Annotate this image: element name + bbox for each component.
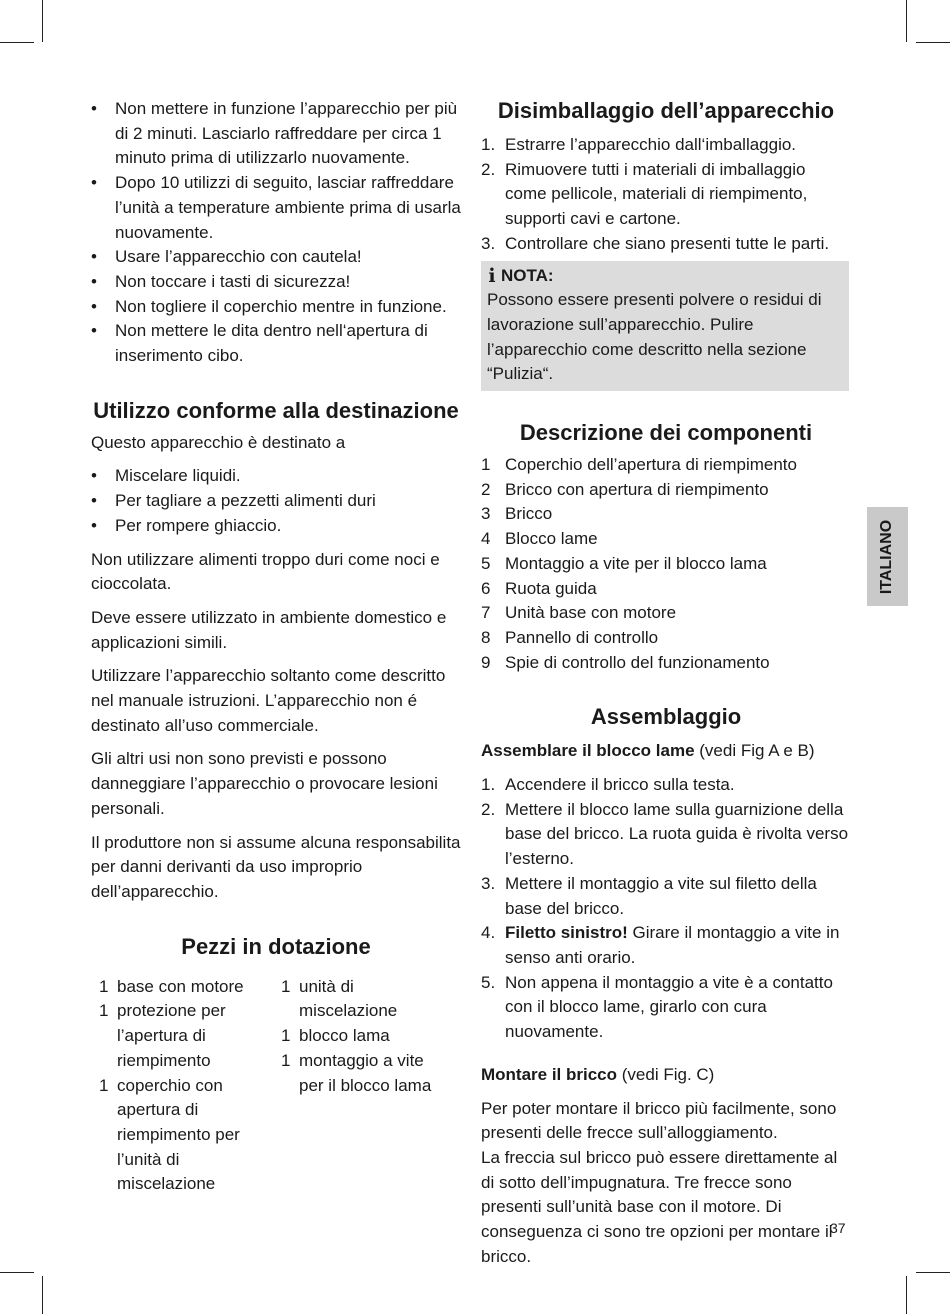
- paragraph: La freccia sul bricco può essere direttamente al di sotto dell’impugnatura. Tre frecce sono presenti sull’unità base con il motore. Di conseguenza ci sono tre opzioni per montare il bricco.: [481, 1147, 838, 1266]
- list-item: 3. Mettere il montaggio a vite sul filetto della base del bricco.: [481, 873, 817, 918]
- unpacking-steps: [481, 133, 851, 257]
- language-side-tab: ITALIANO: [867, 507, 908, 606]
- list-item: 1 base con motore: [99, 976, 244, 996]
- list-item: • Dopo 10 utilizzi di seguito, lasciar raffreddare l’unità a temperature ambiente prima di usarla nuovamente.: [91, 171, 461, 245]
- intended-use-intro: Questo apparecchio è destinato a: [91, 432, 346, 452]
- assembly-subheading-1: Assemblare il blocco lame (vedi Fig A e B): [481, 741, 815, 761]
- crop-mark-bl-v: [42, 1276, 43, 1314]
- list-item: 1 protezione per l’apertura di riempimento: [99, 1001, 226, 1070]
- list-item: 3 Bricco: [481, 504, 553, 524]
- list-item: 2. Mettere il blocco lame sulla guarnizione della base del bricco. La ruota guida è rivolta verso l’esterno.: [481, 799, 849, 869]
- list-item: • Non mettere le dita dentro nell‘apertura di inserimento cibo.: [91, 319, 461, 368]
- list-item: • Per tagliare a pezzetti alimenti duri: [91, 489, 461, 514]
- intended-use-heading: Utilizzo conforme alla destinazione: [93, 397, 459, 423]
- list-item: 4 Blocco lame: [481, 529, 598, 549]
- assembly-steps: [481, 773, 851, 1045]
- crop-mark-tr-v: [906, 0, 907, 42]
- list-item: 1 blocco lama: [281, 1026, 390, 1046]
- list-item: 6 Ruota guida: [481, 578, 597, 598]
- right-column: [481, 97, 851, 1269]
- note-text: Possono essere presenti polvere o residui di lavorazione sull’apparecchio. Pulire l’apparecchio come descritto nella sezione “Pulizia“.: [487, 290, 822, 384]
- crop-mark-br-h: [916, 1272, 950, 1273]
- list-item: • Non toccare i tasti di sicurezza!: [91, 270, 461, 295]
- paragraph: Il produttore non si assume alcuna responsabilita per danni derivanti da uso improprio dell’apparecchio.: [91, 832, 461, 901]
- crop-mark-bl-h: [0, 1272, 34, 1273]
- list-item: • Per rompere ghiaccio.: [91, 514, 461, 539]
- list-item: 4. Filetto sinistro! Girare il montaggio a vite in senso anti orario.: [481, 923, 840, 967]
- list-item: 2. Rimuovere tutti i materiali di imballaggio come pellicole, materiali di riempimento, supporti cavi e cartone.: [481, 159, 808, 229]
- list-item: • Non mettere in funzione l’apparecchio per più di 2 minuti. Lasciarlo raffreddare per circa 1 minuto prima di utilizzarlo nuovamente.: [91, 97, 461, 171]
- list-item: 1. Estrarre l’apparecchio dall‘imballaggio.: [481, 135, 797, 154]
- list-item: 1 coperchio con apertura di riempimento per l’unità di miscelazione: [99, 1075, 240, 1194]
- supplied-parts-list: [99, 975, 461, 1197]
- crop-mark-tr-h: [916, 42, 950, 43]
- components-list: [481, 453, 851, 675]
- paragraph: Non utilizzare alimenti troppo duri come noci e cioccolata.: [91, 549, 440, 594]
- note-title: i NOTA:: [488, 264, 554, 287]
- crop-mark-tl-h: [0, 42, 34, 43]
- list-item: • Usare l’apparecchio con cautela!: [91, 245, 461, 270]
- list-item: 5 Montaggio a vite per il blocco lama: [481, 553, 767, 573]
- crop-mark-tl-v: [42, 0, 43, 42]
- list-item: 1. Accendere il bricco sulla testa.: [481, 775, 735, 795]
- supplied-parts-col2: [281, 975, 451, 1197]
- note-box: [481, 261, 849, 392]
- components-heading: Descrizione dei componenti: [519, 420, 813, 446]
- left-column: [91, 97, 461, 1197]
- supplied-parts-heading: Pezzi in dotazione: [181, 933, 371, 959]
- intended-use-bullets: [91, 464, 461, 538]
- unpacking-heading: Disimballaggio dell’apparecchio: [497, 98, 835, 123]
- list-item: 1 unità di miscelazione: [281, 976, 398, 1021]
- safety-bullet-list: [91, 97, 461, 369]
- page-number: 37: [830, 1220, 846, 1236]
- crop-mark-br-v: [906, 1276, 907, 1314]
- list-item: 1 Coperchio dell’apertura di riempimento: [481, 455, 797, 475]
- list-item: • Non togliere il coperchio mentre in funzione.: [91, 295, 461, 320]
- paragraph: Per poter montare il bricco più facilmente, sono presenti delle frecce sull’alloggiamento.: [481, 1098, 837, 1143]
- supplied-parts-col1: [99, 975, 281, 1197]
- list-item: 1 montaggio a vite per il blocco lama: [281, 1050, 432, 1095]
- list-item: 5. Non appena il montaggio a vite è a contatto con il blocco lame, girarlo con cura nuovamente.: [481, 972, 833, 1042]
- paragraph: Gli altri usi non sono previsti e possono danneggiare l’apparecchio o provocare lesioni personali.: [91, 749, 438, 818]
- assembly-heading: Assemblaggio: [590, 704, 742, 730]
- list-item: • Miscelare liquidi.: [91, 464, 461, 489]
- assembly-subheading-2: Montare il bricco (vedi Fig. C): [481, 1064, 715, 1084]
- paragraph: Deve essere utilizzato in ambiente domestico e applicazioni simili.: [91, 607, 447, 652]
- list-item: 9 Spie di controllo del funzionamento: [481, 652, 770, 672]
- paragraph: Utilizzare l’apparecchio soltanto come descritto nel manuale istruzioni. L’apparecchio non é destinato all’uso commerciale.: [91, 666, 446, 735]
- info-icon: i: [488, 264, 496, 287]
- list-item: 7 Unità base con motore: [481, 603, 677, 623]
- list-item: 2 Bricco con apertura di riempimento: [481, 479, 769, 499]
- list-item: 3. Controllare che siano presenti tutte le parti.: [481, 233, 830, 253]
- list-item: 8 Pannello di controllo: [481, 627, 659, 647]
